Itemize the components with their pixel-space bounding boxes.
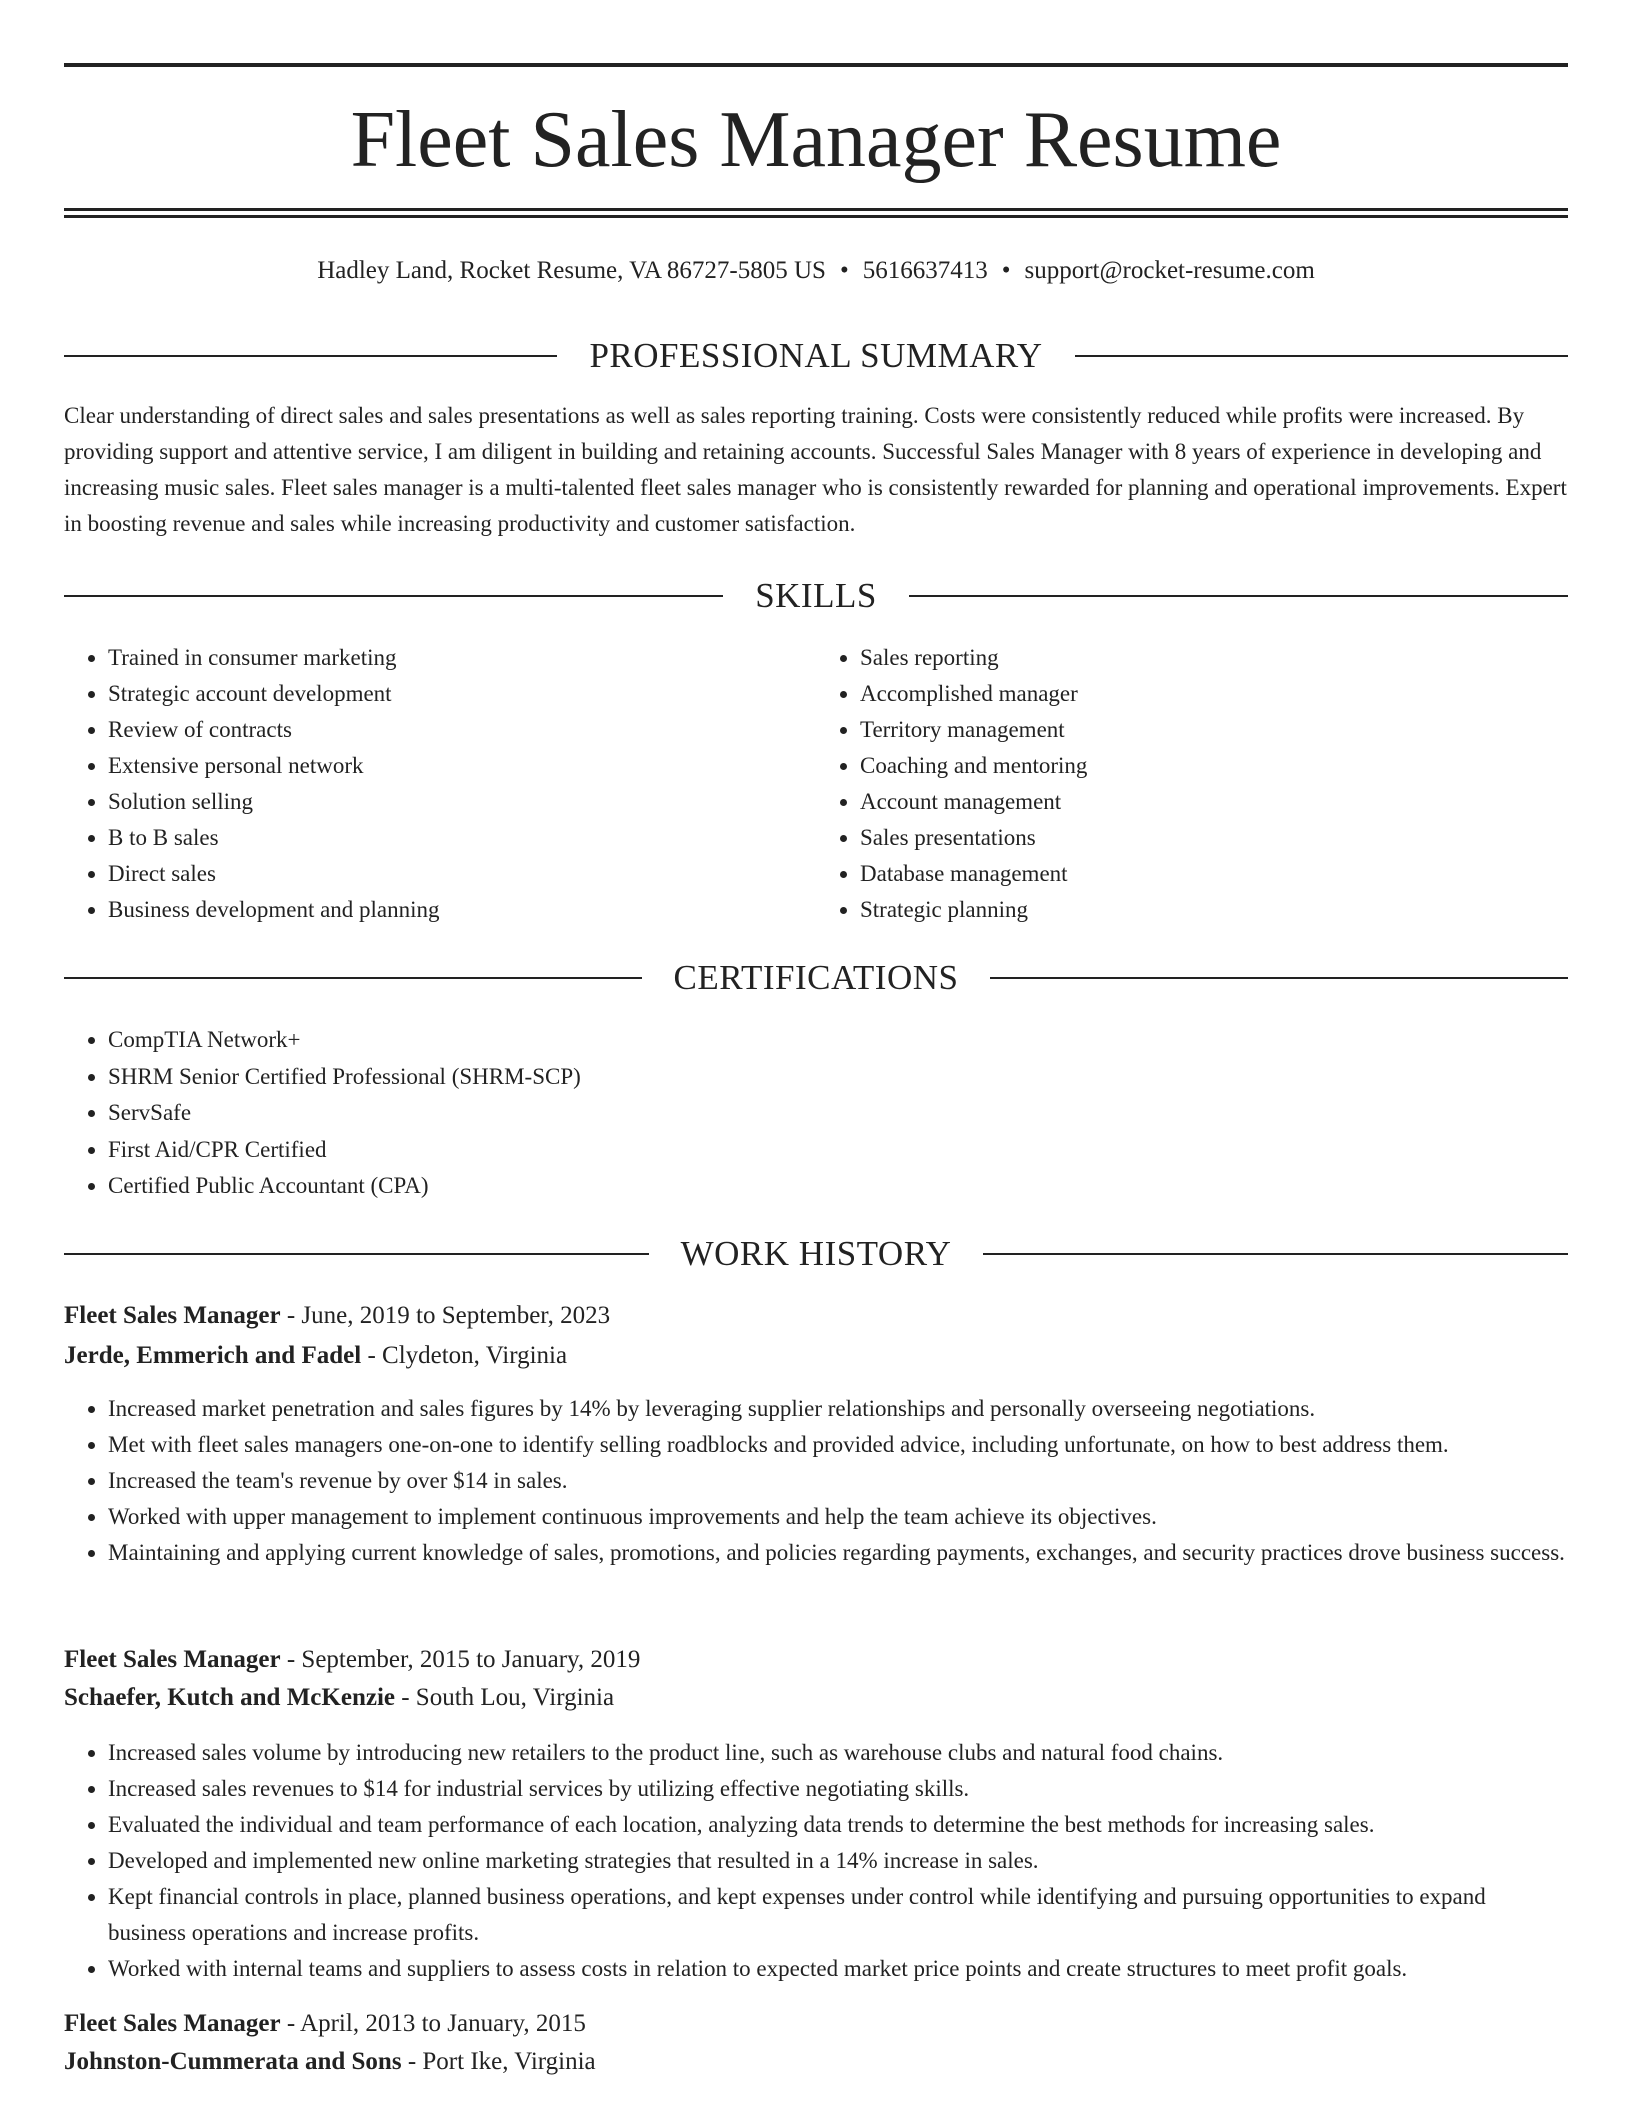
certification-item: • SHRM Senior Certified Professional (SHRM-SCP) (108, 1059, 1568, 1096)
job-location: - Port Ike, Virginia (401, 2048, 596, 2075)
job-dates: - April, 2013 to January, 2015 (280, 2010, 586, 2037)
contact-separator: • (1001, 257, 1011, 284)
skill-item: • Solution selling (108, 784, 816, 820)
contact-separator: • (839, 257, 849, 284)
job-bullet-list (64, 1735, 1568, 1987)
job-title-line (64, 1640, 1568, 1680)
job-location: - Clydeton, Virginia (361, 1342, 568, 1369)
heading-rule-right (983, 1253, 1568, 1255)
job-company: Johnston-Cummerata and Sons (64, 2048, 402, 2075)
job-title: Fleet Sales Manager (64, 2010, 281, 2037)
skill-item: • Sales presentations (860, 820, 1568, 856)
job-company: Jerde, Emmerich and Fadel (64, 1342, 362, 1369)
job-bullet: • Evaluated the individual and team performance of each location, analyzing data trends to determine the best methods for increasing sales. (108, 1807, 1568, 1843)
skill-item: • Territory management (860, 712, 1568, 748)
page-title: Fleet Sales Manager Resume (350, 96, 1282, 184)
job-company-line (64, 1336, 1568, 1376)
certification-item: • CompTIA Network+ (108, 1022, 1568, 1059)
skill-item: • B to B sales (108, 820, 816, 856)
section-heading-work-history (64, 1234, 1568, 1274)
skills-columns (64, 640, 1568, 928)
job-title-line (64, 1296, 1568, 1336)
heading-rule-left (64, 355, 557, 357)
job-bullet: • Increased sales revenues to $14 for industrial services by utilizing effective negotiating skills. (108, 1771, 1568, 1807)
job-bullet: • Worked with internal teams and suppliers to assess costs in relation to expected market price points and create structures to meet profit goals. (108, 1951, 1568, 1987)
job-title: Fleet Sales Manager (64, 1302, 281, 1329)
heading-rule-left (64, 977, 642, 979)
skill-item: • Accomplished manager (860, 676, 1568, 712)
job-bullets (64, 1735, 1568, 1987)
contact-line (64, 254, 1568, 288)
section-title: SKILLS (755, 576, 877, 615)
contact-email: support@rocket-resume.com (1024, 257, 1315, 284)
job-bullet: • Increased market penetration and sales figures by 14% by leveraging supplier relationships and personally overseeing negotiations. (108, 1391, 1568, 1427)
job-bullets (64, 1391, 1568, 1571)
skill-item: • Database management (860, 856, 1568, 892)
job-dates: - September, 2015 to January, 2019 (280, 1646, 641, 1673)
contact-phone: 5616637413 (862, 257, 988, 284)
title-double-rule (64, 208, 1568, 218)
job-bullet: • Worked with upper management to implement continuous improvements and help the team achieve its objectives. (108, 1499, 1568, 1535)
job-company-line (64, 2042, 1568, 2082)
skill-item: • Strategic account development (108, 676, 816, 712)
certifications-block (64, 1022, 1568, 1205)
heading-rule-right (909, 595, 1568, 597)
job-dates: - June, 2019 to September, 2023 (280, 1302, 611, 1329)
job-company-line (64, 1678, 1568, 1718)
skill-item: • Trained in consumer marketing (108, 640, 816, 676)
skills-list-left (64, 640, 816, 928)
section-heading-summary (64, 336, 1568, 376)
job-location: - South Lou, Virginia (394, 1684, 615, 1711)
section-heading-certifications (64, 958, 1568, 998)
skill-item: • Sales reporting (860, 640, 1568, 676)
job-title-line (64, 2004, 1568, 2044)
certification-item: • ServSafe (108, 1095, 1568, 1132)
job-bullet: • Increased the team's revenue by over $14 in sales. (108, 1463, 1568, 1499)
section-title: CERTIFICATIONS (673, 958, 959, 997)
skill-item: • Business development and planning (108, 892, 816, 928)
section-title: PROFESSIONAL SUMMARY (589, 336, 1043, 375)
job-bullet-list (64, 1391, 1568, 1571)
job-bullet: • Met with fleet sales managers one-on-one to identify selling roadblocks and provided advice, including unfortunate, on how to best address them. (108, 1427, 1568, 1463)
skill-item: • Coaching and mentoring (860, 748, 1568, 784)
top-rule (64, 63, 1568, 67)
job-bullet: • Increased sales volume by introducing new retailers to the product line, such as warehouse clubs and natural food chains. (108, 1735, 1568, 1771)
certification-item: • Certified Public Accountant (CPA) (108, 1168, 1568, 1205)
skills-list-right (816, 640, 1568, 928)
heading-rule-right (1075, 355, 1568, 357)
section-title: WORK HISTORY (680, 1234, 952, 1273)
job-company: Schaefer, Kutch and McKenzie (64, 1684, 395, 1711)
skill-item: • Review of contracts (108, 712, 816, 748)
job-bullet: • Kept financial controls in place, planned business operations, and kept expenses under control while identifying and pursuing opportunities to expand business operations and increase profits. (108, 1879, 1568, 1951)
skill-item: • Strategic planning (860, 892, 1568, 928)
job-bullet: • Developed and implemented new online marketing strategies that resulted in a 14% increase in sales. (108, 1843, 1568, 1879)
job-title: Fleet Sales Manager (64, 1646, 281, 1673)
heading-rule-left (64, 595, 723, 597)
certifications-list (64, 1022, 1568, 1205)
certification-item: • First Aid/CPR Certified (108, 1132, 1568, 1169)
skill-item: • Direct sales (108, 856, 816, 892)
contact-address: Hadley Land, Rocket Resume, VA 86727-5805 US (317, 257, 826, 284)
heading-rule-left (64, 1253, 649, 1255)
summary-text: Clear understanding of direct sales and sales presentations as well as sales reporting training. Costs were consistently reduced while profits were increased. By providing support and attentive service, I am diligent in building and retaining accounts. Successful Sales Manager with 8 years of experience in developing and increasing music sales. Fleet sales manager is a multi-talented fleet sales manager who is consistently rewarded for planning and operational improvements. Expert in boosting revenue and sales while increasing productivity and customer satisfaction. (64, 403, 1567, 536)
skill-item: • Account management (860, 784, 1568, 820)
heading-rule-right (990, 977, 1568, 979)
section-heading-skills (64, 576, 1568, 616)
skill-item: • Extensive personal network (108, 748, 816, 784)
job-bullet: • Maintaining and applying current knowledge of sales, promotions, and policies regarding payments, exchanges, and security practices drove business success. (108, 1535, 1568, 1571)
